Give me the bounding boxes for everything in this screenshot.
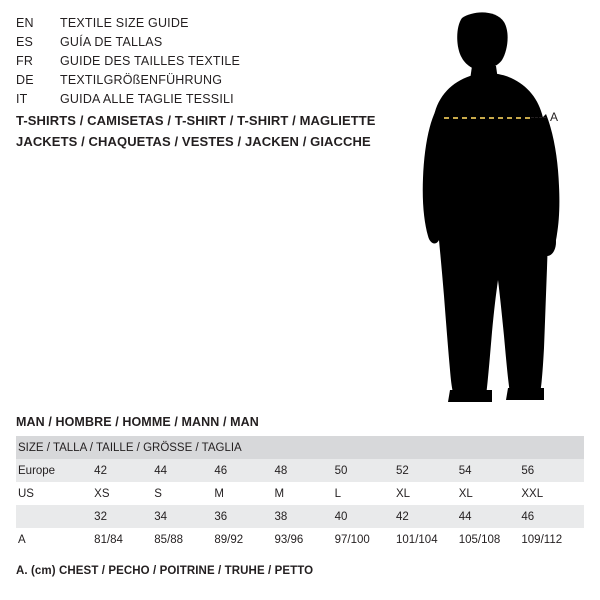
cell: XL: [396, 482, 459, 505]
table-row: [16, 482, 584, 505]
cell: S: [154, 482, 214, 505]
cell: 81/84: [94, 528, 154, 551]
language-row: [16, 54, 376, 73]
table-row: [16, 459, 584, 482]
language-code: FR: [16, 54, 34, 68]
language-row: [16, 16, 376, 35]
cell: 101/104: [396, 528, 459, 551]
cell: 44: [459, 505, 522, 528]
cell: 56: [521, 459, 584, 482]
size-table: [16, 436, 584, 551]
table-footnote: A. (cm) CHEST / PECHO / POITRINE / TRUHE / PETTO: [16, 565, 314, 577]
language-row: [16, 92, 376, 111]
row-label: Europe: [16, 459, 94, 482]
language-title: TEXTILE SIZE GUIDE: [60, 16, 189, 30]
language-code: EN: [16, 16, 34, 30]
measure-label-a: A: [550, 110, 559, 124]
cell: XXL: [521, 482, 584, 505]
cell: XL: [459, 482, 522, 505]
cell: 42: [94, 459, 154, 482]
language-list: [16, 16, 376, 111]
row-label: US: [16, 482, 94, 505]
table-title: MAN / HOMBRE / HOMME / MANN / MAN: [16, 415, 259, 429]
cell: 42: [396, 505, 459, 528]
cell: 85/88: [154, 528, 214, 551]
cell: 40: [335, 505, 396, 528]
cell: 36: [214, 505, 274, 528]
language-code: ES: [16, 35, 34, 49]
table-row: [16, 505, 584, 528]
language-title: GUIDE DES TAILLES TEXTILE: [60, 54, 241, 68]
cell: 38: [275, 505, 335, 528]
cell: 32: [94, 505, 154, 528]
row-label: [16, 505, 94, 528]
garment-category-list: [16, 110, 396, 152]
size-table-section: [16, 415, 584, 577]
cell: 46: [521, 505, 584, 528]
cell: 46: [214, 459, 274, 482]
cell: M: [214, 482, 274, 505]
cell: XS: [94, 482, 154, 505]
table-header-label: SIZE / TALLA / TAILLE / GRÖSSE / TAGLIA: [16, 436, 584, 459]
garment-line-jackets: JACKETS / CHAQUETAS / VESTES / JACKEN / GIACCHE: [16, 134, 371, 149]
language-title: TEXTILGRÖßENFÜHRUNG: [60, 73, 223, 87]
measure-leader-line: [531, 117, 546, 118]
silhouette-icon: [400, 10, 590, 410]
garment-line-tshirts: T-SHIRTS / CAMISETAS / T-SHIRT / T-SHIRT / MAGLIETTE: [16, 113, 376, 128]
cell: 54: [459, 459, 522, 482]
cell: 50: [335, 459, 396, 482]
cell: 48: [275, 459, 335, 482]
cell: 105/108: [459, 528, 522, 551]
table-header-row: [16, 436, 584, 459]
language-row: [16, 35, 376, 54]
row-label: A: [16, 528, 94, 551]
male-silhouette-figure: [400, 10, 590, 410]
cell: M: [275, 482, 335, 505]
cell: L: [335, 482, 396, 505]
cell: 44: [154, 459, 214, 482]
language-title: GUIDA ALLE TAGLIE TESSILI: [60, 92, 234, 106]
cell: 97/100: [335, 528, 396, 551]
language-code: IT: [16, 92, 28, 106]
language-code: DE: [16, 73, 34, 87]
language-row: [16, 73, 376, 92]
cell: 52: [396, 459, 459, 482]
cell: 34: [154, 505, 214, 528]
cell: 109/112: [521, 528, 584, 551]
table-row: [16, 528, 584, 551]
cell: 89/92: [214, 528, 274, 551]
language-title: GUÍA DE TALLAS: [60, 35, 163, 49]
cell: 93/96: [275, 528, 335, 551]
